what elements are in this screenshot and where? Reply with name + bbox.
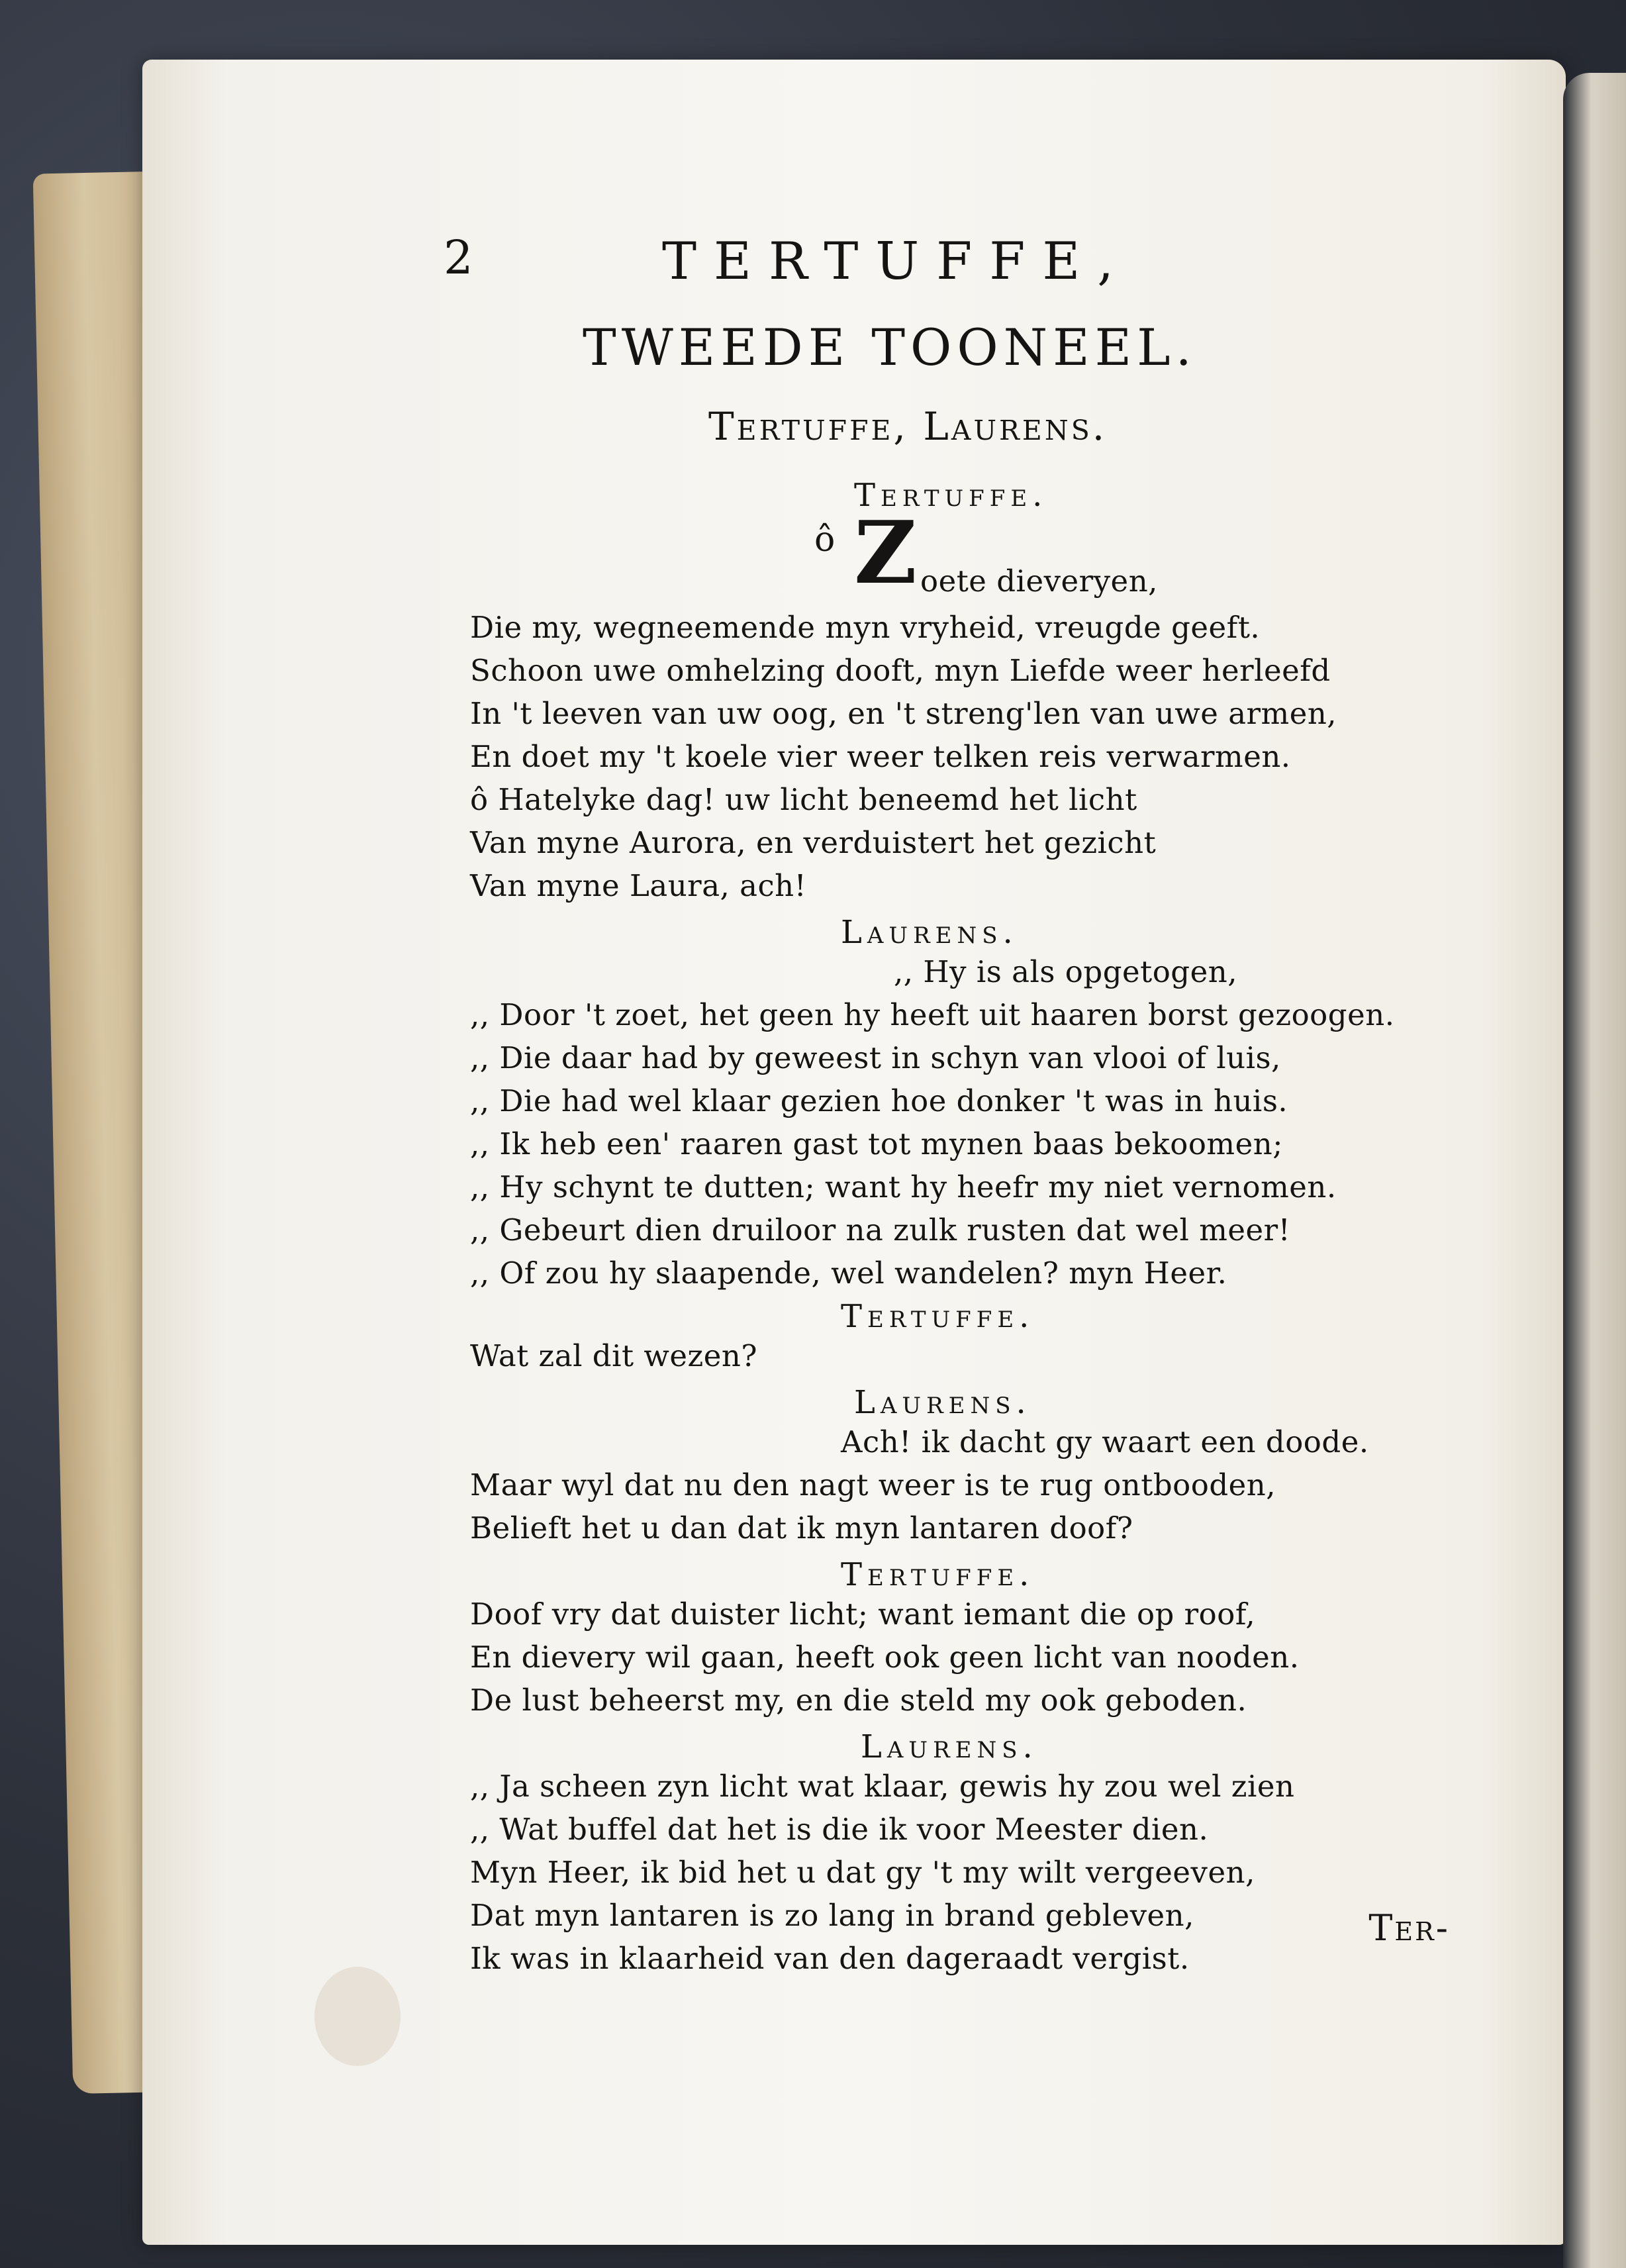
verse-line: Wat zal dit wezen? xyxy=(470,1338,757,1373)
speaker-name: Laurens. xyxy=(854,1384,1031,1421)
verse-line: Doof vry dat duister licht; want iemant die op roof, xyxy=(470,1597,1256,1632)
verse-line: ,, Wat buffel dat het is die ik voor Meester dien. xyxy=(470,1812,1209,1847)
facing-page-edge xyxy=(1563,73,1626,2268)
verse-line: Schoon uwe omhelzing dooft, myn Liefde weer herleefd xyxy=(470,653,1331,688)
running-title: TERTUFFE, xyxy=(662,232,1131,291)
verse-line: ô Hatelyke dag! uw licht beneemd het licht xyxy=(470,782,1137,817)
verse-line: Van myne Laura, ach! xyxy=(470,868,807,903)
verse-line: ,, Die had wel klaar gezien hoe donker 't was in huis. xyxy=(470,1083,1288,1118)
verse-line: En dievery wil gaan, heeft ook geen licht van nooden. xyxy=(470,1640,1300,1675)
verse-line: ,, Hy schynt te dutten; want hy heefr my niet vernomen. xyxy=(470,1169,1337,1205)
speaker-name: Tertuffe. xyxy=(854,477,1048,514)
verse-line: Die my, wegneemende myn vryheid, vreugde geeft. xyxy=(470,610,1261,645)
verse-line: Myn Heer, ik bid het u dat gy 't my wilt vergeeven, xyxy=(470,1855,1255,1890)
verse-line: ,, Hy is als opgetogen, xyxy=(894,954,1238,989)
verse-line: ,, Die daar had by geweest in schyn van vlooi of luis, xyxy=(470,1040,1281,1075)
verse-line: En doet my 't koele vier weer telken reis verwarmen. xyxy=(470,739,1291,774)
verse-line: Dat myn lantaren is zo lang in brand gebleven, xyxy=(470,1898,1194,1933)
speaker-name: Tertuffe. xyxy=(841,1556,1035,1593)
verse-line: ,, Ik heb een' raaren gast tot mynen baas bekoomen; xyxy=(470,1126,1283,1161)
dropcap-accent: ô xyxy=(814,520,836,560)
verse-line: ,, Door 't zoet, het geen hy heeft uit haaren borst gezoogen. xyxy=(470,997,1395,1032)
cast-list: Tertuffe, Laurens. xyxy=(708,404,1108,449)
verse-line: De lust beheerst my, en die steld my ook geboden. xyxy=(470,1683,1247,1718)
dropcap-letter: Z xyxy=(854,502,917,603)
verse-line: Van myne Aurora, en verduistert het gezicht xyxy=(470,825,1157,860)
page-number: 2 xyxy=(444,230,473,285)
speaker-name: Laurens. xyxy=(841,914,1018,951)
verse-line: Ach! ik dacht gy waart een doode. xyxy=(841,1424,1369,1459)
verse-line: Belieft het u dan dat ik myn lantaren doof? xyxy=(470,1510,1133,1546)
speaker-name: Tertuffe. xyxy=(841,1298,1035,1335)
scene-title: TWEEDE TOONEEL. xyxy=(583,318,1197,377)
verse-line: ,, Ja scheen zyn licht wat klaar, gewis hy zou wel zien xyxy=(470,1769,1295,1804)
verse-line: Maar wyl dat nu den nagt weer is te rug ontbooden, xyxy=(470,1467,1276,1503)
speaker-name: Laurens. xyxy=(861,1728,1038,1765)
verse-line: oete dieveryen, xyxy=(920,564,1158,599)
verse-line: In 't leeven van uw oog, en 't streng'len van uwe armen, xyxy=(470,696,1337,731)
paper-damage xyxy=(314,1967,401,2066)
verse-line: Ik was in klaarheid van den dageraadt vergist. xyxy=(470,1941,1190,1976)
verse-line: ,, Of zou hy slaapende, wel wandelen? myn Heer. xyxy=(470,1256,1227,1291)
verse-line: ,, Gebeurt dien druiloor na zulk rusten dat wel meer! xyxy=(470,1212,1291,1248)
page-header xyxy=(444,212,1476,291)
catchword: Ter- xyxy=(1368,1907,1450,1949)
